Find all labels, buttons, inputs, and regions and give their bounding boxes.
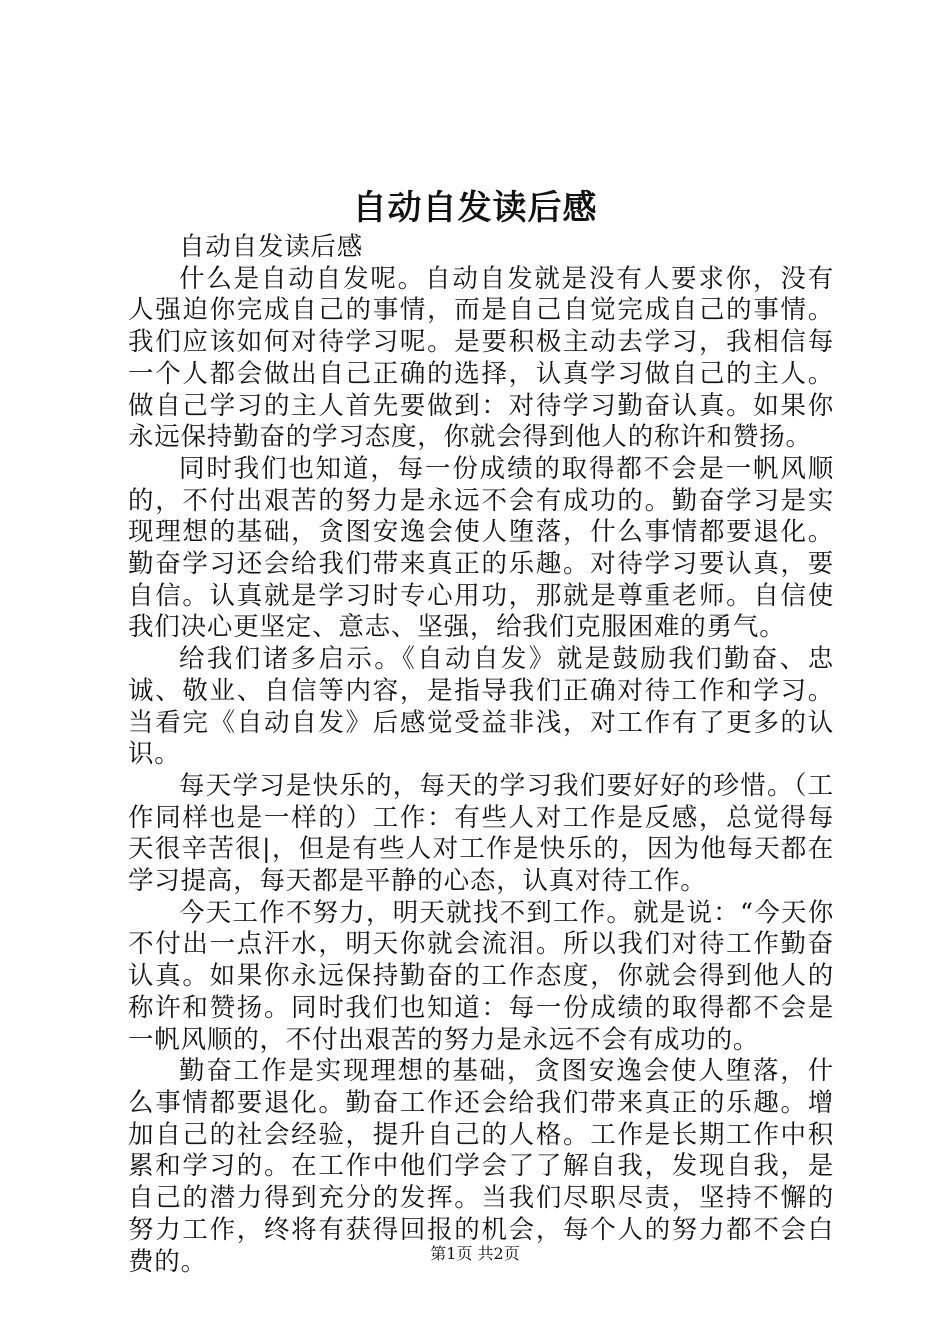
paragraph: 勤奋工作是实现理想的基础，贪图安逸会使人堕落，什么事情都要退化。勤奋工作还会给我们带来真正的乐趣。增加自己的社会经验，提升自己的人格。工作是长期工作中积累和学习的。在工作中他们学会了了解自我，发现自我，是自己的潜力得到充分的发挥。当我们尽职尽责，坚持不懈的努力工作，终将有获得回报的机会，每个人的努力都不会白费的。 <box>128 1056 834 1277</box>
page-number-footer: 第1页 共2页 <box>430 1244 520 1263</box>
paragraph: 每天学习是快乐的，每天的学习我们要好好的珍惜。（工作同样也是一样的）工作：有些人对工作是反感，总觉得每天很辛苦很|，但是有些人对工作是快乐的，因为他每天都在学习提高，每天都是平静的心态，认真对待工作。 <box>128 770 834 897</box>
paragraph: 今天工作不努力，明天就找不到工作。就是说：“今天你不付出一点汗水，明天你就会流泪。所以我们对待工作勤奋认真。如果你永远保持勤奋的工作态度，你就会得到他人的称许和赞扬。同时我们也知道：每一份成绩的取得都不会是一帆风顺的，不付出艰苦的努力是永远不会有成功的。 <box>128 897 834 1055</box>
document-body <box>128 232 834 1278</box>
paragraph-subtitle: 自动自发读后感 <box>179 232 364 262</box>
paragraph: 什么是自动自发呢。自动自发就是没有人要求你，没有人强迫你完成自己的事情，而是自己自觉完成自己的事情。我们应该如何对待学习呢。是要积极主动去学习，我相信每一个人都会做出自己正确的选择，认真学习做自己的主人。做自己学习的主人首先要做到：对待学习勤奋认真。如果你永远保持勤奋的学习态度，你就会得到他人的称许和赞扬。 <box>128 263 834 453</box>
paragraph: 同时我们也知道，每一份成绩的取得都不会是一帆风顺的，不付出艰苦的努力是永远不会有成功的。勤奋学习是实现理想的基础，贪图安逸会使人堕落，什么事情都要退化。勤奋学习还会给我们带来真正的乐趣。对待学习要认真，要自信。认真就是学习时专心用功，那就是尊重老师。自信使我们决心更坚定、意志、坚强，给我们克服困难的勇气。 <box>128 453 834 643</box>
paragraph: 给我们诸多启示。《自动自发》就是鼓励我们勤奋、忠诚、敬业、自信等内容，是指导我们正确对待工作和学习。当看完《自动自发》后感觉受益非浅，对工作有了更多的认识。 <box>128 644 834 770</box>
document-title: 自动自发读后感 <box>352 188 598 228</box>
